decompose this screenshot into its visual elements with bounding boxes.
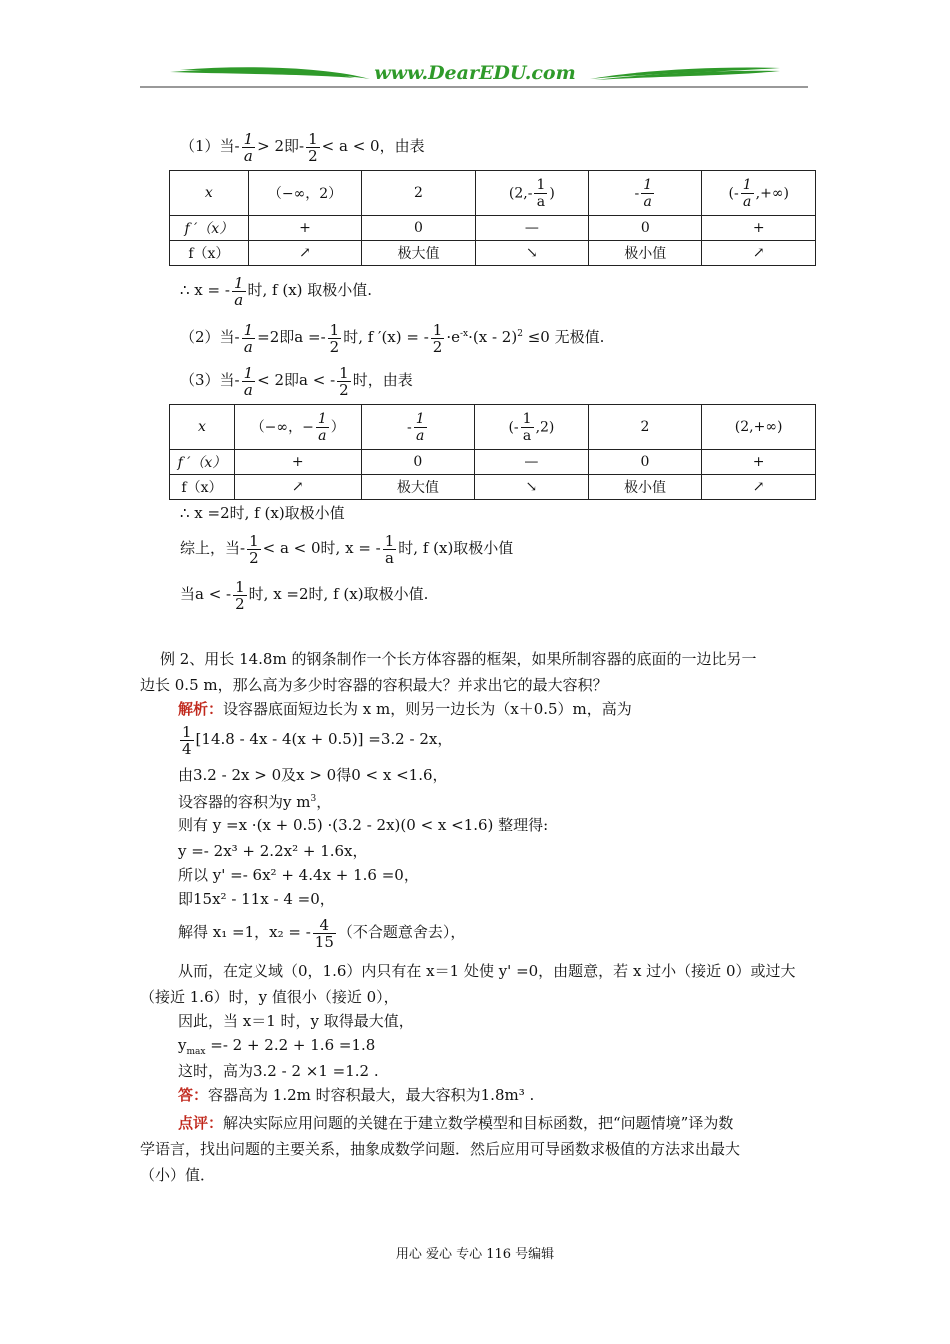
- case2-line: （2）当- $\frac{1}{a}$ =2即a =- $\frac{1}{2}$ 时, f ′(x) = - $\frac{1}{2}$ $\cdot e^{-x}\cdot(x - 2)^2 \le 0$ 无极值.: [180, 320, 605, 356]
- eq6-line: 所以 y' =- 6x² + 4.4x + 1.6 =0，: [178, 866, 419, 884]
- height-line: 这时，高为3.2 - 2 ×1 =1.2 .: [178, 1062, 379, 1080]
- fraction: $\frac{1}{2}$: [308, 129, 318, 165]
- fraction: $\frac{1}{a}$: [243, 129, 254, 165]
- table-2: [169, 404, 816, 500]
- table-cell: (- $\frac{1}{a}$ ,+∞): [702, 171, 816, 216]
- eq1-line: $\frac{1}{4}$ [14.8 - 4x - 4(x + 0.5)] =3.2 - 2x，: [182, 722, 453, 758]
- case3-line: （3）当- $\frac{1}{a}$ < 2即a < - $\frac{1}{2}$ 时，由表: [180, 363, 413, 399]
- analysis-line: 解析：设容器底面短边长为 x m，则另一边长为（x＋0.5）m，高为: [178, 700, 632, 718]
- table-cell: (2,- $\frac{1}{a}$ ): [475, 171, 588, 216]
- comment-line1: 点评：解决实际应用问题的关键在于建立数学模型和目标函数，把“问题情境”译为数: [178, 1114, 734, 1132]
- case1-conclusion: ∴ x = - $\frac{1}{a}$ 时, f (x) 取极小值.: [180, 273, 373, 309]
- comment-line2: 学语言，找出问题的主要关系，抽象成数学问题．然后应用可导函数求极值的方法求出最大: [140, 1140, 741, 1158]
- answer-line: 答：容器高为 1.2m 时容积最大，最大容积为1.8m³ .: [178, 1086, 535, 1104]
- footer-text: 用心 爱心 专心 116 号编辑: [395, 1247, 555, 1262]
- eq8-line: 解得 x₁ =1，x₂ = - $\frac{4}{15}$ （不合题意舍去），: [178, 915, 466, 951]
- eq3-line: 设容器的容积为y $m^3$，: [178, 793, 332, 811]
- summary-line-2: 当a < - $\frac{1}{2}$ 时, x =2时, f (x)取极小值.: [180, 577, 429, 613]
- eq7-line: 即15x² - 11x - 4 =0，: [178, 890, 335, 908]
- case1-line: （1）当- $\frac{1}{a}$ > 2即- $\frac{1}{2}$ < a < 0，由表: [180, 129, 425, 165]
- table-1: [169, 170, 816, 266]
- eq4-line: 则有 y =x ·(x + 0.5) ·(3.2 - 2x)(0 < x <1.6) 整理得:: [178, 816, 549, 834]
- eq5-line: y =- 2x³ + 2.2x² + 1.6x，: [178, 842, 368, 860]
- table-header-row: [170, 171, 816, 216]
- example2-line1: 例 2、用长 14.8m 的钢条制作一个长方体容器的框架，如果所制容器的底面的一边比另一: [160, 650, 757, 668]
- table-header-row: x （−∞，− $\frac{1}{a}$ ） - $\frac{1}{a}$ (- $\frac{1}{a}$ ,2) 2 (2,+∞): [170, 405, 816, 450]
- table-cell: x: [170, 171, 249, 216]
- case3-conclusion: ∴ x =2时, f (x)取极小值: [180, 504, 345, 522]
- table-row: f（x） ↗ 极大值 ↘ 极小值 ↗: [170, 241, 816, 266]
- para3-line: 因此，当 x＝1 时，y 取得最大值，: [178, 1012, 414, 1030]
- table-cell: 2: [362, 171, 475, 216]
- comment-line3: （小）值．: [140, 1166, 216, 1184]
- ymax-line: $y_{max} =- 2 + 2.2 + 1.6 =1.8$: [178, 1036, 376, 1057]
- table-row: f ′（x） + 0 — 0 +: [170, 216, 816, 241]
- table-cell: （−∞，2）: [248, 171, 362, 216]
- para1-line: 从而，在定义域（0，1.6）内只有在 x＝1 处使 y' =0，由题意，若 x 过小（接近 0）或过大: [178, 962, 796, 980]
- para2-line: （接近 1.6）时，y 值很小（接近 0），: [140, 988, 399, 1006]
- example2-line2: 边长 0.5 m，那么高为多少时容器的容积最大？并求出它的最大容积？: [140, 676, 608, 694]
- site-name: www.DearEDU.com: [374, 62, 576, 84]
- header-banner: [140, 62, 808, 92]
- table-row: f（x） ↗ 极大值 ↘ 极小值 ↗: [170, 475, 816, 500]
- eq2-line: 由3.2 - 2x > 0及x > 0得0 < x <1.6，: [178, 766, 448, 784]
- summary-line: 综上，当- $\frac{1}{2}$ < a < 0时, x = - $\frac{1}{a}$ 时, f (x)取极小值: [180, 531, 514, 567]
- table-row: f ′（x） + 0 — 0 +: [170, 450, 816, 475]
- table-cell: - $\frac{1}{a}$: [589, 171, 702, 216]
